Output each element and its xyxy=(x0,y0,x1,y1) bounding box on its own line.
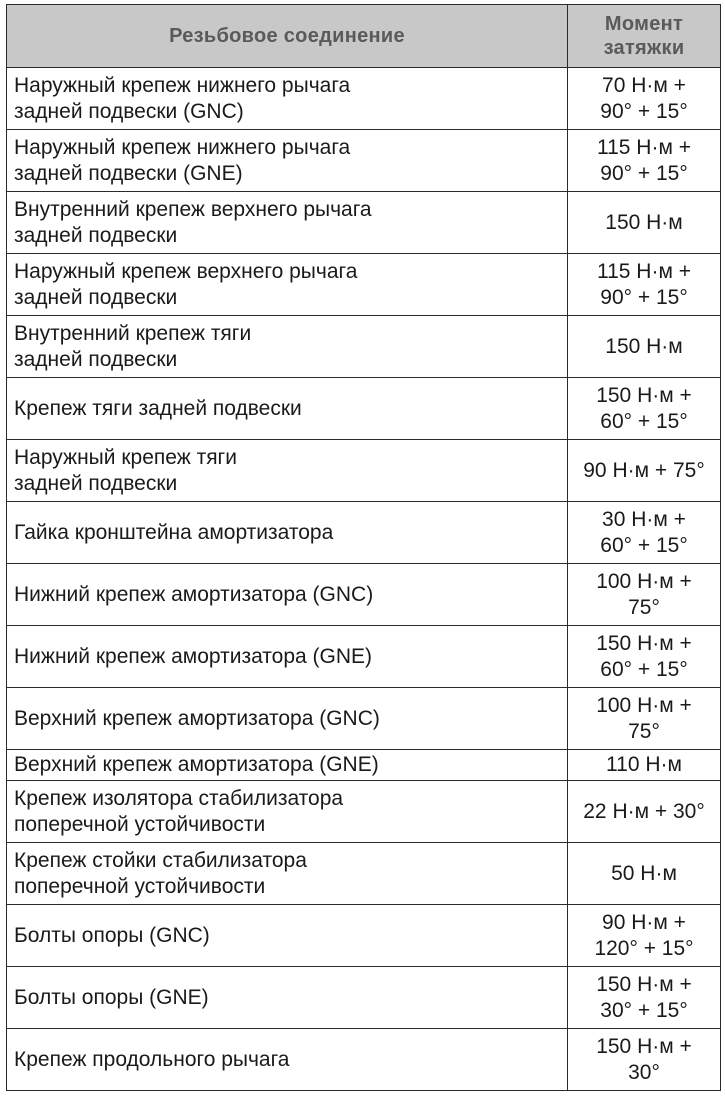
torque-cell: 22 Н·м + 30° xyxy=(568,781,721,843)
joint-cell: Наружный крепеж нижнего рычага задней подвески (GNE) xyxy=(7,130,568,192)
table-row xyxy=(7,378,721,440)
table-row xyxy=(7,254,721,316)
joint-cell: Наружный крепеж тяги задней подвески xyxy=(7,440,568,502)
table-row xyxy=(7,130,721,192)
torque-cell: 150 Н·м + 30° xyxy=(568,1029,721,1091)
torque-cell: 115 Н·м + 90° + 15° xyxy=(568,130,721,192)
torque-cell: 115 Н·м + 90° + 15° xyxy=(568,254,721,316)
torque-cell: 100 Н·м + 75° xyxy=(568,564,721,626)
joint-cell: Болты опоры (GNE) xyxy=(7,967,568,1029)
joint-cell: Наружный крепеж верхнего рычага задней подвески xyxy=(7,254,568,316)
table-row xyxy=(7,905,721,967)
table-row xyxy=(7,68,721,130)
header-torque: Момент затяжки xyxy=(568,5,721,68)
header-joint: Резьбовое соединение xyxy=(7,5,568,68)
table-header-row xyxy=(7,5,721,68)
table-row xyxy=(7,502,721,564)
joint-cell: Наружный крепеж нижнего рычага задней подвески (GNC) xyxy=(7,68,568,130)
table-row xyxy=(7,1029,721,1091)
table-row xyxy=(7,192,721,254)
joint-cell: Гайка кронштейна амортизатора xyxy=(7,502,568,564)
torque-cell: 150 Н·м xyxy=(568,316,721,378)
torque-table xyxy=(6,4,721,1091)
joint-cell: Болты опоры (GNC) xyxy=(7,905,568,967)
torque-cell: 90 Н·м + 120° + 15° xyxy=(568,905,721,967)
torque-cell: 150 Н·м + 60° + 15° xyxy=(568,378,721,440)
table-row xyxy=(7,781,721,843)
torque-cell: 150 Н·м xyxy=(568,192,721,254)
torque-cell: 110 Н·м xyxy=(568,750,721,781)
torque-cell: 150 Н·м + 60° + 15° xyxy=(568,626,721,688)
torque-cell: 70 Н·м + 90° + 15° xyxy=(568,68,721,130)
table-row xyxy=(7,316,721,378)
table-row xyxy=(7,967,721,1029)
torque-cell: 150 Н·м + 30° + 15° xyxy=(568,967,721,1029)
table-row xyxy=(7,564,721,626)
joint-cell: Нижний крепеж амортизатора (GNC) xyxy=(7,564,568,626)
joint-cell: Крепеж тяги задней подвески xyxy=(7,378,568,440)
joint-cell: Крепеж продольного рычага xyxy=(7,1029,568,1091)
table-row xyxy=(7,750,721,781)
joint-cell: Нижний крепеж амортизатора (GNE) xyxy=(7,626,568,688)
table-row xyxy=(7,626,721,688)
table-row xyxy=(7,688,721,750)
table-row xyxy=(7,843,721,905)
joint-cell: Верхний крепеж амортизатора (GNE) xyxy=(7,750,568,781)
torque-cell: 90 Н·м + 75° xyxy=(568,440,721,502)
joint-cell: Внутренний крепеж верхнего рычага задней подвески xyxy=(7,192,568,254)
joint-cell: Внутренний крепеж тяги задней подвески xyxy=(7,316,568,378)
joint-cell: Верхний крепеж амортизатора (GNC) xyxy=(7,688,568,750)
table-row xyxy=(7,440,721,502)
joint-cell: Крепеж стойки стабилизатора поперечной устойчивости xyxy=(7,843,568,905)
joint-cell: Крепеж изолятора стабилизатора поперечной устойчивости xyxy=(7,781,568,843)
torque-cell: 50 Н·м xyxy=(568,843,721,905)
torque-cell: 100 Н·м + 75° xyxy=(568,688,721,750)
torque-cell: 30 Н·м + 60° + 15° xyxy=(568,502,721,564)
